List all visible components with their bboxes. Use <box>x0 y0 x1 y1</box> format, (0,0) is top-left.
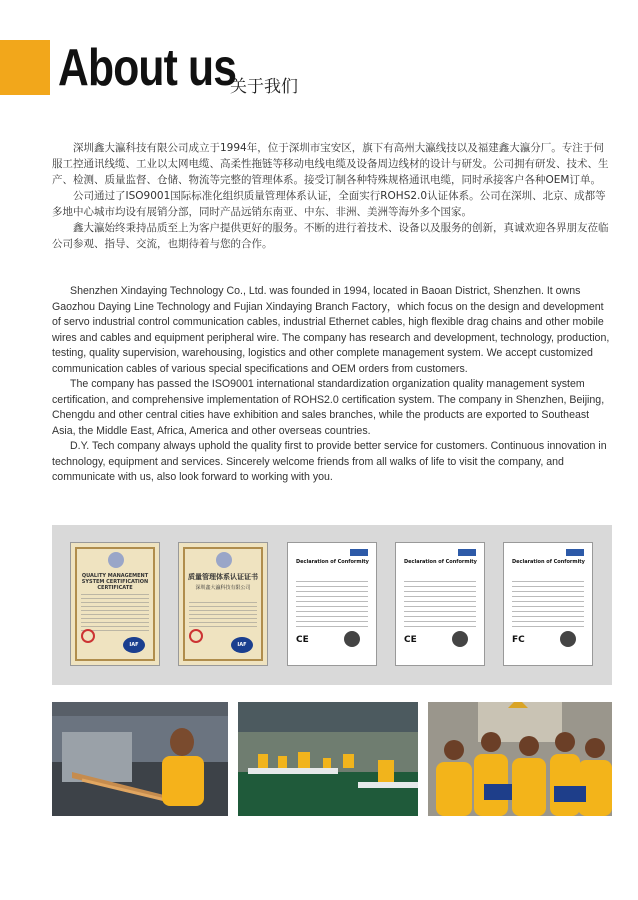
ce-mark: CE <box>296 635 309 645</box>
photo-team-image <box>428 702 612 816</box>
certificate-doc-2 <box>395 542 485 666</box>
english-intro <box>52 284 614 486</box>
ce-mark: CE <box>404 635 417 645</box>
certificate-heading: Declaration of Conformity <box>404 559 477 565</box>
fc-mark: FC <box>512 635 525 645</box>
seal-icon <box>452 631 468 647</box>
certificates-panel <box>52 525 612 685</box>
page-title: About us <box>58 39 237 97</box>
en-paragraph: D.Y. Tech company always uphold the quality first to provide better service for customers. Continuous innovation in technology, equipment and services. Sincerely welcome friends from all walks of life to visit the company, and communicate with us, also look forward to working with you. <box>52 440 607 483</box>
logo-icon <box>350 549 368 556</box>
logo-icon <box>458 549 476 556</box>
logo-icon <box>566 549 584 556</box>
certificate-heading: QUALITY MANAGEMENT SYSTEM CERTIFICATION CERTIFICATE <box>81 573 149 591</box>
seal-icon <box>216 552 232 568</box>
chinese-intro <box>52 140 612 252</box>
certificate-iso-chinese <box>178 542 268 666</box>
photo-worker-image <box>52 702 228 816</box>
certificate-text-lines <box>296 577 368 629</box>
photo-strip <box>52 702 612 816</box>
certificate-heading: Declaration of Conformity <box>296 559 369 565</box>
certificate-iso-english <box>70 542 160 666</box>
stamp-icon <box>189 629 203 643</box>
certificate-doc-3 <box>503 542 593 666</box>
certificate-heading: 质量管理体系认证证书 <box>188 573 258 581</box>
certificate-heading: Declaration of Conformity <box>512 559 585 565</box>
photo-team <box>428 702 612 816</box>
cn-paragraph: 公司通过了ISO9001国际标准化组织质量管理体系认证，全面实行ROHS2.0认证体系。公司在深圳、北京、成都等多地中心城市均设有展销分部，同时产品远销东南亚、中东、非洲、美洲等海外多个国家。 <box>52 190 606 218</box>
header-accent-block <box>0 40 50 95</box>
stamp-icon <box>81 629 95 643</box>
photo-production-floor <box>238 702 418 816</box>
certificate-company: 深圳鑫大瀛科技有限公司 <box>195 585 251 591</box>
certificate-text-lines <box>81 591 149 631</box>
cn-paragraph: 鑫大瀛始终秉持品质至上为客户提供更好的服务。不断的进行着技术、设备以及服务的创新，真诚欢迎各界朋友莅临公司参观、指导、交流，也期待着与您的合作。 <box>52 222 609 250</box>
seal-icon <box>560 631 576 647</box>
cn-paragraph: 深圳鑫大瀛科技有限公司成立于1994年，位于深圳市宝安区，旗下有高州大瀛线技以及福建鑫大瀛分厂。专注于伺服工控通讯线缆、工业以太网电缆、高柔性拖链等移动电线电缆及设备周边线材的设计与研发。公司拥有研发、技术、生产、检测、质量监督、仓储、物流等完整的管理体系。接受订制各种特殊规格通讯电缆，同时承接客户各种OEM订单。 <box>52 142 609 186</box>
page-subtitle: 关于我们 <box>230 77 298 97</box>
photo-floor-image <box>238 702 418 816</box>
certificate-text-lines <box>189 599 257 629</box>
iaf-badge: IAF <box>231 637 253 653</box>
seal-icon <box>344 631 360 647</box>
certificate-text-lines <box>404 577 476 629</box>
en-paragraph: The company has passed the ISO9001 international standardization organization quality management system certification, and comprehensive implementation of ROHS2.0 certification system. The company in Shenzhen, Beijing, Chengdu and other central cities have exhibition and sales branches, while the products are exported to Southeast Asia, the Middle East, Africa, America and other overseas countries. <box>52 378 605 437</box>
en-paragraph: Shenzhen Xindaying Technology Co., Ltd. was founded in 1994, located in Baoan District, Shenzhen. It owns Gaozhou Daying Line Technology and Fujian Xindaying Branch Factory，which focus on the design and development of servo industrial control communication cables, industrial Ethernet cables, high flexible drag chains and other mobile wires and cables and equipment peripheral wire. The company has research and development, technology, production, testing, quality supervision, warehousing, logistics and other complete management system. We accept customized communication cables of various special specifications and OEM orders from customers. <box>52 285 610 375</box>
certificate-doc-1 <box>287 542 377 666</box>
certificate-text-lines <box>512 577 584 629</box>
seal-icon <box>108 552 124 568</box>
iaf-badge: IAF <box>123 637 145 653</box>
photo-worker-at-machine <box>52 702 228 816</box>
